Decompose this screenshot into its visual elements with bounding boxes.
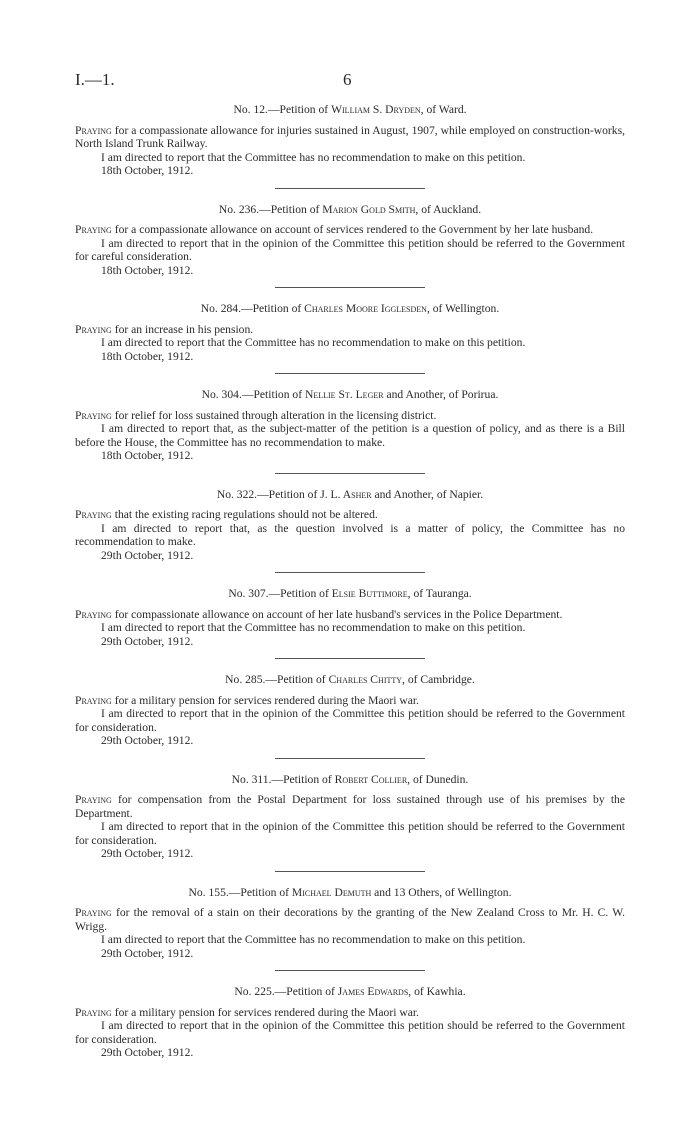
petition-heading <box>75 673 625 687</box>
report-date: 29th October, 1912. <box>101 548 194 562</box>
petitioner-name: Charles Chitty <box>328 673 403 686</box>
petition-entry <box>75 773 625 861</box>
document-reference: I.—1. <box>75 70 115 89</box>
petitioner-name: Michael Demuth <box>291 885 372 899</box>
petition-heading <box>75 103 625 117</box>
petition-entry <box>75 203 625 278</box>
prayer-text: for a compassionate allowance for injuries sustained in August, 1907, while employed on construction-works, North Island Trunk Railway. <box>75 123 625 150</box>
section-divider <box>275 473 425 474</box>
petition-entry <box>75 488 625 563</box>
heading-number: No. 155.—Petition of <box>188 885 292 899</box>
heading-locality: and Another, of Porirua. <box>383 388 499 401</box>
committee-report: I am directed to report that the Committee has no recommendation to make on this petition. <box>101 933 526 946</box>
petition-heading <box>75 773 625 787</box>
report-date: 18th October, 1912. <box>101 263 194 277</box>
petition-entry <box>75 302 625 363</box>
heading-locality: and 13 Others, of Wellington. <box>371 885 512 899</box>
petition-prayer <box>75 409 625 423</box>
section-divider <box>275 287 425 288</box>
petition-list <box>75 103 625 1060</box>
heading-locality: and Another, of Napier. <box>371 487 484 501</box>
prayer-text: for a compassionate allowance on account of services rendered to the Government by her late husband. <box>111 223 594 236</box>
praying-lead: Praying <box>75 1005 112 1019</box>
committee-report: I am directed to report that in the opinion of the Committee this petition should be referred to the Government for consideration. <box>75 707 625 734</box>
petitioner-name: Robert Collier <box>334 772 408 786</box>
section-divider <box>275 970 425 971</box>
report-date: 29th October, 1912. <box>101 634 194 648</box>
petition-entry <box>75 388 625 463</box>
report-date: 18th October, 1912. <box>101 164 194 177</box>
praying-lead: Praying <box>75 123 112 137</box>
heading-number: No. 304.—Petition of <box>201 388 305 401</box>
heading-number: No. 236.—Petition of <box>218 202 323 216</box>
page-number: 6 <box>343 70 352 89</box>
heading-number: No. 322.—Petition of <box>216 487 321 501</box>
heading-locality: , of Ward. <box>420 103 467 116</box>
committee-report: I am directed to report that in the opinion of the Committee this petition should be referred to the Government for careful consideration. <box>75 236 625 263</box>
committee-report: I am directed to report that, as the subject-matter of the petition is a question of policy, and as there is a Bill before the House, the Committee has no recommendation to make. <box>75 422 625 449</box>
heading-number: No. 225.—Petition of <box>234 985 338 998</box>
praying-lead: Praying <box>75 693 112 707</box>
praying-lead: Praying <box>75 408 112 422</box>
prayer-text: for the removal of a stain on their decorations by the granting of the New Zealand Cross to Mr. H. C. W. Wrigg. <box>75 906 625 933</box>
petitioner-name: Marion Gold Smith <box>322 202 416 216</box>
prayer-text: for an increase in his pension. <box>111 322 254 336</box>
praying-lead: Praying <box>75 508 112 521</box>
petition-heading <box>75 388 625 402</box>
prayer-text: for relief for loss sustained through alteration in the licensing district. <box>111 408 437 422</box>
committee-report: I am directed to report that the Committee has no recommendation to make on this petition. <box>101 621 526 634</box>
report-date: 29th October, 1912. <box>101 734 194 747</box>
petition-prayer <box>75 508 625 522</box>
section-divider <box>275 758 425 759</box>
praying-lead: Praying <box>75 607 112 621</box>
prayer-text: for a military pension for services rendered during the Maori war. <box>111 1005 419 1019</box>
heading-locality: , of Wellington. <box>426 302 500 315</box>
praying-lead: Praying <box>75 793 112 806</box>
heading-number: No. 284.—Petition of <box>200 302 305 315</box>
petition-prayer <box>75 1006 625 1020</box>
section-divider <box>275 871 425 872</box>
petition-prayer <box>75 906 625 933</box>
report-date: 18th October, 1912. <box>101 349 194 363</box>
heading-locality: , of Auckland. <box>415 202 482 216</box>
petitioner-name: J. L. Asher <box>320 487 372 501</box>
heading-number: No. 311.—Petition of <box>231 772 335 786</box>
section-divider <box>275 572 425 573</box>
petitioner-name: William S. Dryden <box>331 103 421 116</box>
petition-heading <box>75 587 625 601</box>
petition-entry <box>75 985 625 1060</box>
heading-locality: , of Kawhia. <box>408 985 466 998</box>
petition-heading <box>75 302 625 316</box>
heading-locality: , of Cambridge. <box>402 673 475 686</box>
section-divider <box>275 188 425 189</box>
petitioner-name: Charles Moore Igglesden <box>304 302 427 315</box>
prayer-text: that the existing racing regulations should not be altered. <box>111 508 378 521</box>
petition-prayer <box>75 124 625 151</box>
prayer-text: for compensation from the Postal Department for loss sustained through use of his premises by the Department. <box>75 793 625 820</box>
praying-lead: Praying <box>75 322 112 336</box>
petition-prayer <box>75 793 625 820</box>
committee-report: I am directed to report that the Committee has no recommendation to make on this petition. <box>101 336 526 349</box>
petition-prayer <box>75 608 625 622</box>
section-divider <box>275 373 425 374</box>
petition-entry <box>75 587 625 648</box>
report-date: 29th October, 1912. <box>101 847 194 860</box>
committee-report: I am directed to report that, as the question involved is a matter of policy, the Committee has no recommendation to make. <box>75 521 625 548</box>
praying-lead: Praying <box>75 906 112 919</box>
petition-entry <box>75 673 625 748</box>
petition-heading <box>75 886 625 900</box>
petitioner-name: Elsie Buttimore <box>331 587 408 600</box>
petition-prayer <box>75 694 625 708</box>
praying-lead: Praying <box>75 223 112 236</box>
committee-report: I am directed to report that in the opinion of the Committee this petition should be referred to the Government for consideration. <box>75 820 625 847</box>
prayer-text: for a military pension for services rendered during the Maori war. <box>111 693 419 707</box>
prayer-text: for compassionate allowance on account of her late husband's services in the Police Department. <box>111 607 563 621</box>
report-date: 29th October, 1912. <box>101 1046 194 1059</box>
petition-prayer <box>75 223 625 237</box>
petitioner-name: James Edwards <box>337 985 409 998</box>
report-date: 18th October, 1912. <box>101 449 194 462</box>
petition-prayer <box>75 323 625 337</box>
heading-number: No. 12.—Petition of <box>233 103 332 116</box>
report-date: 29th October, 1912. <box>101 946 194 960</box>
petition-heading <box>75 488 625 502</box>
petition-entry <box>75 886 625 961</box>
heading-locality: , of Dunedin. <box>407 772 469 786</box>
heading-locality: , of Tauranga. <box>407 587 472 600</box>
heading-number: No. 307.—Petition of <box>228 587 332 600</box>
committee-report: I am directed to report that the Committee has no recommendation to make on this petition. <box>101 150 526 164</box>
committee-report: I am directed to report that in the opinion of the Committee this petition should be referred to the Government for consideration. <box>75 1019 625 1046</box>
petitioner-name: Nellie St. Leger <box>304 388 384 401</box>
petition-heading <box>75 203 625 217</box>
petition-entry <box>75 103 625 178</box>
page-header <box>75 70 625 94</box>
heading-number: No. 285.—Petition of <box>225 673 329 686</box>
petition-heading <box>75 985 625 999</box>
section-divider <box>275 658 425 659</box>
